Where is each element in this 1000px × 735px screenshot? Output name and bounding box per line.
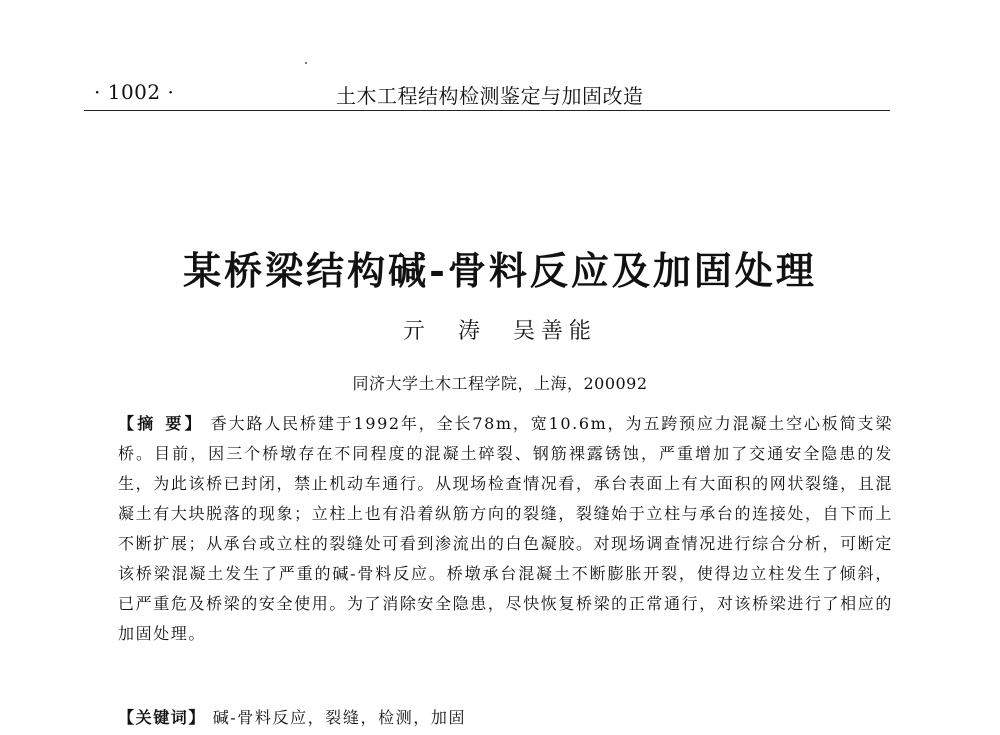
author-list: 亓 涛 吴善能 [403,319,597,344]
running-title: 土木工程结构检测鉴定与加固改造 [336,84,644,108]
keywords-label: 【关键词】 [118,708,207,727]
keywords-text: 碱-骨料反应，裂缝，检测，加固 [212,708,467,727]
header-rule [84,110,890,111]
affiliation: 同济大学土木工程学院，上海，200092 [352,374,648,393]
paper-title: 某桥梁结构碱-骨料反应及加固处理 [183,248,817,293]
abstract-paragraph [118,409,893,649]
page-number: · 1002 · [94,80,175,104]
abstract-text: 香大路人民桥建于1992年，全长78m，宽10.6m，为五跨预应力混凝土空心板简支梁桥。目前，因三个桥墩存在不同程度的混凝土碎裂、钢筋裸露锈蚀，严重增加了交通安全隐患的发生，为此该桥已封闭，禁止机动车通行。从现场检查情况看，承台表面上有大面积的网状裂缝，且混凝土有大块脱落的现象；立柱上也有沿着纵筋方向的裂缝，裂缝始于立柱与承台的连接处，自下而上不断扩展；从承台或立柱的裂缝处可看到渗流出的白色凝胶。对现场调查情况进行综合分析，可断定该桥梁混凝土发生了严重的碱-骨料反应。桥墩承台混凝土不断膨胀开裂，使得边立柱发生了倾斜，已严重危及桥梁的安全使用。为了消除安全隐患，尽快恢复桥梁的正常通行，对该桥梁进行了相应的加固处理。 [118,414,893,643]
running-header [84,78,890,108]
abstract-label: 【摘 要】 [118,414,204,433]
scan-speck [305,62,307,64]
keywords-line [118,706,893,730]
